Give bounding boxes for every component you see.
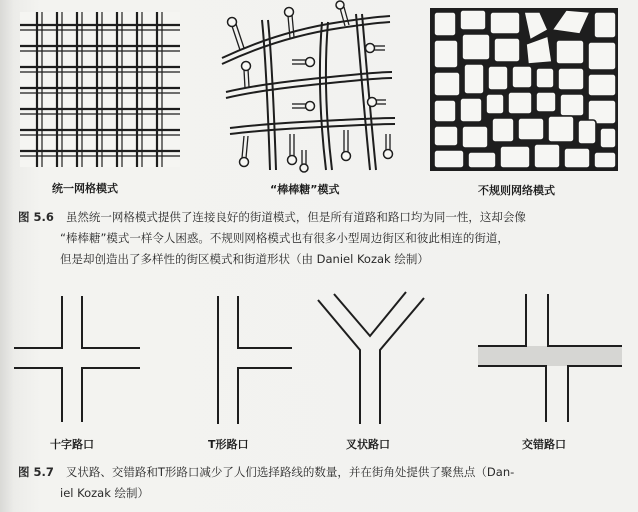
lollipop-pattern-label: “棒棒糖”模式 (270, 183, 340, 196)
figure-5-7-caption-line-2: iel Kozak 绘制） (60, 486, 150, 500)
irregular-pattern-label: 不规则网络模式 (478, 184, 555, 197)
t-intersection-label: T形路口 (208, 438, 249, 451)
figure-5-7-caption-line-1: 叉状路、交错路和T形路口减少了人们选择路线的数量，并在街角处提供了聚焦点（Dan- (65, 465, 515, 479)
figure-5-6-caption-line-2: “棒棒糖”模式一样令人困惑。不规则网格模式也有很多小型周边街区和彼此相连的街道， (60, 231, 509, 245)
staggered-intersection-label: 交错路口 (522, 438, 566, 451)
t-intersection-drawing (218, 296, 292, 424)
staggered-intersection-drawing (478, 294, 622, 422)
grid-pattern-drawing (20, 12, 180, 167)
y-intersection-drawing (318, 292, 424, 424)
figure-5-6-caption-line-3: 但是却创造出了多样性的街区模式和街道形状（由 Daniel Kozak 绘制） (60, 252, 429, 266)
figure-5-7-number: 图 5.7 (18, 465, 54, 479)
figure-5-6-caption (18, 207, 526, 270)
y-intersection-label: 叉状路口 (346, 438, 390, 451)
lollipop-pattern-drawing (222, 1, 395, 172)
irregular-pattern-drawing (430, 8, 618, 171)
cross-intersection-drawing (14, 296, 140, 422)
grid-pattern-label: 统一网格模式 (52, 182, 118, 195)
figure-5-6-caption-line-1: 虽然统一网格模式提供了连接良好的街道模式，但是所有道路和路口均为同一性，这却会像 (65, 210, 526, 224)
figure-5-6-number: 图 5.6 (18, 210, 54, 224)
cross-intersection-label: 十字路口 (50, 438, 94, 451)
figure-5-7-caption (18, 462, 514, 504)
